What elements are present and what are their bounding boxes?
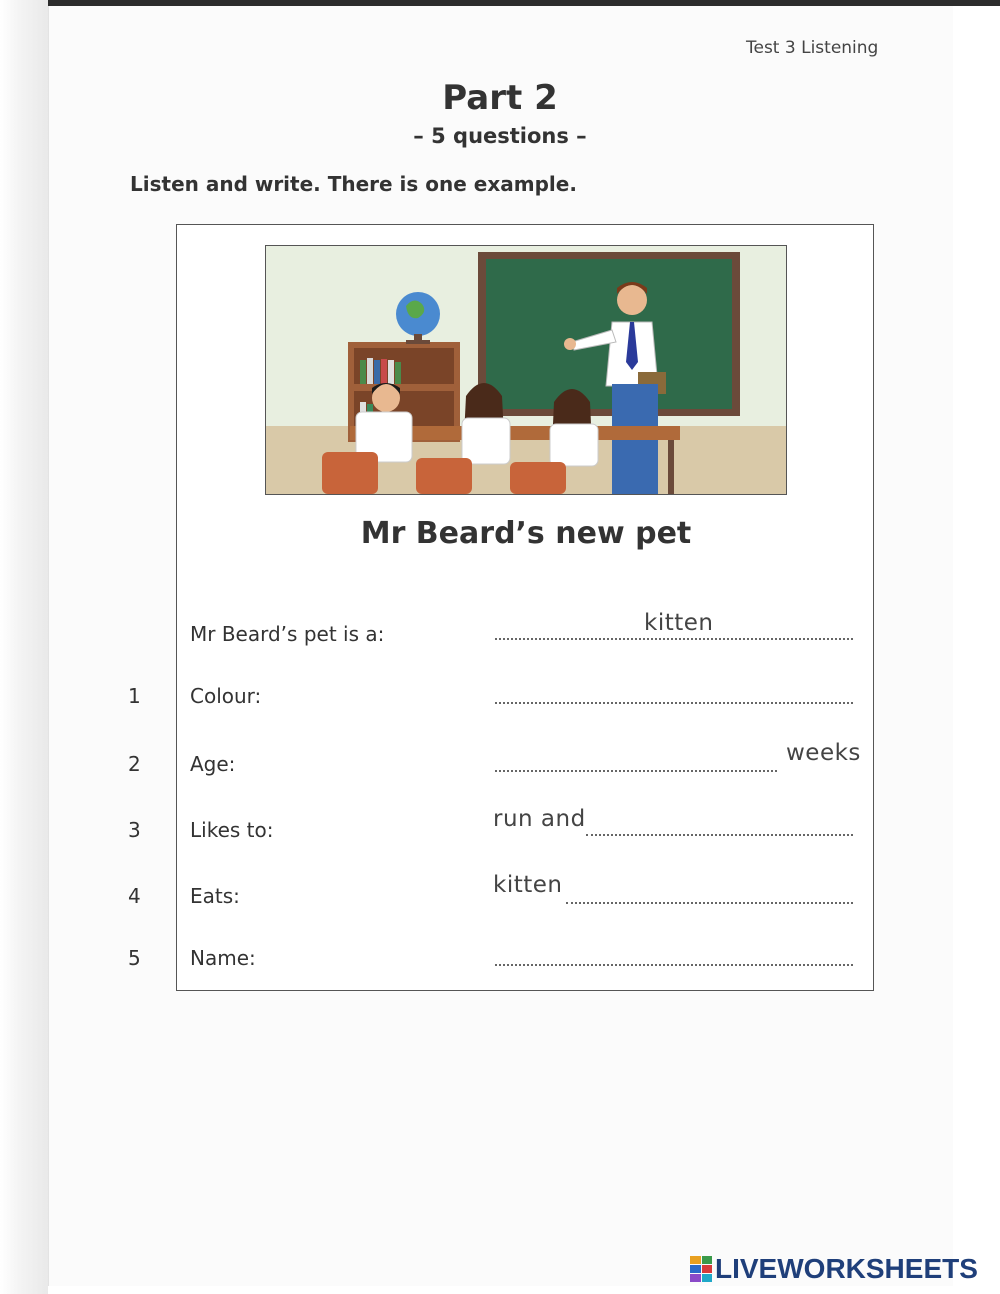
- section-label: Test 3 Listening: [746, 38, 879, 58]
- example-answer: kitten: [644, 610, 714, 636]
- question-label-age: Age:: [190, 752, 236, 776]
- instruction-text: Listen and write. There is one example.: [130, 172, 577, 196]
- question-number: 3: [128, 818, 141, 842]
- part-title: Part 2: [442, 78, 558, 118]
- question-number: 1: [128, 684, 141, 708]
- question-label-eats: Eats:: [190, 884, 240, 908]
- question-number: 5: [128, 946, 141, 970]
- age-suffix: weeks: [786, 740, 861, 766]
- liveworksheets-logo-icon: [690, 1256, 712, 1282]
- question-label-colour: Colour:: [190, 684, 262, 708]
- liveworksheets-logo: [690, 1252, 978, 1286]
- classroom-scene-image: [266, 246, 786, 494]
- scan-shadow: [0, 0, 48, 1294]
- answer-line-eats[interactable]: [566, 902, 853, 904]
- answer-line-age[interactable]: [495, 770, 777, 772]
- eats-prefix: kitten: [493, 872, 563, 898]
- likes-prefix: run and: [493, 806, 586, 832]
- classroom-illustration: [265, 245, 787, 495]
- answer-line-name[interactable]: [495, 964, 853, 966]
- answer-line-colour[interactable]: [495, 702, 853, 704]
- question-label-example: Mr Beard’s pet is a:: [190, 622, 385, 646]
- question-label-likes: Likes to:: [190, 818, 274, 842]
- question-number: 2: [128, 752, 141, 776]
- box-title: Mr Beard’s new pet: [360, 516, 692, 551]
- answer-line-likes[interactable]: [586, 834, 853, 836]
- answer-line-example[interactable]: [495, 638, 853, 640]
- logo-text: LIVEWORKSHEETS: [715, 1253, 978, 1284]
- question-count: – 5 questions –: [413, 124, 587, 148]
- question-label-name: Name:: [190, 946, 256, 970]
- question-number: 4: [128, 884, 141, 908]
